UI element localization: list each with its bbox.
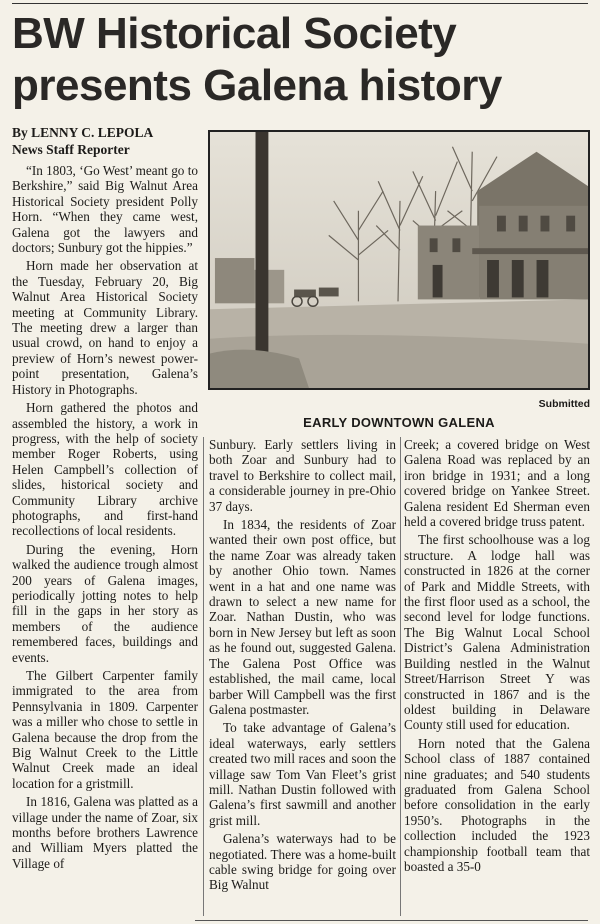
historic-photo	[208, 130, 590, 390]
bottom-rule	[195, 920, 588, 921]
byline-role: News Staff Reporter	[12, 142, 130, 157]
headline-line-2: presents Galena history	[12, 61, 502, 110]
paragraph-continued: Creek; a covered bridge on West Galena Road was replaced by an iron bridge in 1931; and a long covered bridge on Yankee Street. Galena resident Ed Sherman even held a covered bridge truss patent.	[404, 437, 590, 530]
byline	[12, 124, 202, 158]
headline-line-1: BW Historical Society	[12, 9, 457, 58]
paragraph: Horn gathered the photos and assembled the history, a work in progress, with the help of society member Roger Roberts, using Helen Campbell’s collection of slides, historical society and Community Library archive photographs, and first-hand recollections of local residents.	[12, 400, 198, 539]
paragraph: Galena’s waterways had to be negotiated. There was a home-built cable swing bridge for going over Big Walnut	[209, 831, 396, 893]
headline	[12, 8, 592, 112]
top-rule	[12, 3, 588, 4]
paragraph: Horn noted that the Galena School class of 1887 contained nine graduates; and 540 students graduated from Galena School before consolidation in the early 1950’s. Photographs in the collection included the 1923 championship football team that boasted a 35-0	[404, 735, 590, 874]
paragraph: Horn made her observation at the Tuesday, February 20, Big Walnut Area Historical Society meeting at Community Library. The meeting drew a larger than usual crowd, on hand to enjoy a preview of Horn’s newest power-point presentation, Galena’s History in Photographs.	[12, 258, 198, 397]
paragraph: During the evening, Horn walked the audience trough almost 200 years of Galena images, periodically jotting notes to help fill in the gaps in her story as members of the audience remembered faces, buildings and events.	[12, 541, 198, 665]
photo-credit: Submitted	[538, 398, 590, 410]
photo-caption: EARLY DOWNTOWN GALENA	[303, 415, 495, 430]
paragraph: The Gilbert Carpenter family immigrated to the area from Pennsylvania in 1809. Carpenter was a miller who chose to settle in Galena because the drop from the Big Walnut Creek to the Little Walnut Creek made an ideal location for a gristmill.	[12, 668, 198, 791]
paragraph: The first schoolhouse was a log structure. A lodge hall was constructed in 1826 at the corner of Park and Middle Streets, with the first floor used as a school, the second level for lodge functions. The Big Walnut Local School District’s Galena Administration Building nestled in the Walnut Street/Harrison Street Y was constructed in 1867 and is the oldest building in Delaware County still used for education.	[404, 532, 590, 733]
paragraph: “In 1803, ‘Go West’ meant go to Berkshire,” said Big Walnut Area Historical Society president Polly Horn. “When they came west, Galena got the lawyers and doctors; Sunbury got the hippies.”	[12, 163, 198, 256]
article-column-2	[209, 437, 396, 896]
article-column-1	[12, 163, 198, 874]
byline-author: By LENNY C. LEPOLA	[12, 125, 154, 140]
column-divider	[400, 437, 401, 916]
column-divider	[203, 437, 204, 916]
paragraph-continued: Sunbury. Early settlers living in both Zoar and Sunbury had to travel to Berkshire to collect mail, a considerable journey in pre-Ohio 37 days.	[209, 437, 396, 514]
paragraph: In 1816, Galena was platted as a village under the name of Zoar, six months before brothers Lawrence and William Myers platted the Village of	[12, 794, 198, 871]
paragraph: To take advantage of Galena’s ideal waterways, early settlers created two mill races and soon the village saw Tom Van Fleet’s grist mill. Nathan Dustin followed with Galena’s first sawmill and another grist mill.	[209, 720, 396, 828]
photo-illustration	[210, 132, 588, 388]
paragraph: In 1834, the residents of Zoar wanted their own post office, but the name Zoar was already taken by another Ohio town. Names went in a hat and one name was drawn to select a new name for Zoar. Nathan Dustin, who was born in New Jersey but left as soon as he found out, suggested Galena. The Galena Post Office was established, the mail came, local barber Will Campbell was the first Galena postmaster.	[209, 517, 396, 717]
article-column-3	[404, 437, 590, 877]
